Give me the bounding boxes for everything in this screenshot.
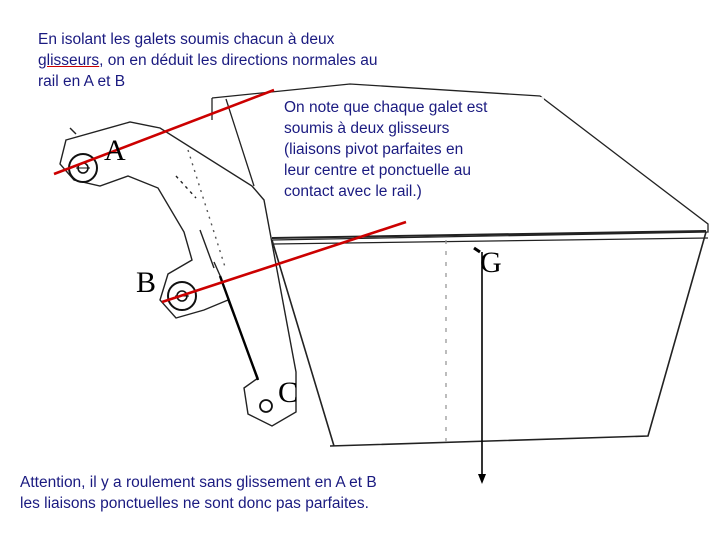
normal-line-a xyxy=(54,90,274,174)
weight-arrow xyxy=(474,248,486,484)
note-bottom: Attention, il y a roulement sans glissement en A et B les liaisons ponctuelles ne sont donc pas parfaites. xyxy=(20,474,377,512)
note-top-line2: , on en déduit les directions normales au xyxy=(99,52,378,69)
point-c xyxy=(260,400,272,412)
note-top-highlight: glisseurs xyxy=(38,52,100,69)
note-top-line1: En isolant les galets soumis chacun à deux xyxy=(38,31,335,48)
note-top xyxy=(38,29,458,92)
label-g: G xyxy=(480,246,502,279)
note-top-line3: rail en A et B xyxy=(38,73,126,90)
note-right: On note que chaque galet est soumis à deux glisseurs (liaisons pivot parfaites en leur centre et ponctuelle au contact avec le rail.) xyxy=(284,97,544,202)
label-c: C xyxy=(278,376,299,409)
label-b: B xyxy=(136,266,157,299)
label-a: A xyxy=(104,134,126,167)
carriage-arm xyxy=(60,122,299,426)
normal-line-b xyxy=(162,222,406,302)
